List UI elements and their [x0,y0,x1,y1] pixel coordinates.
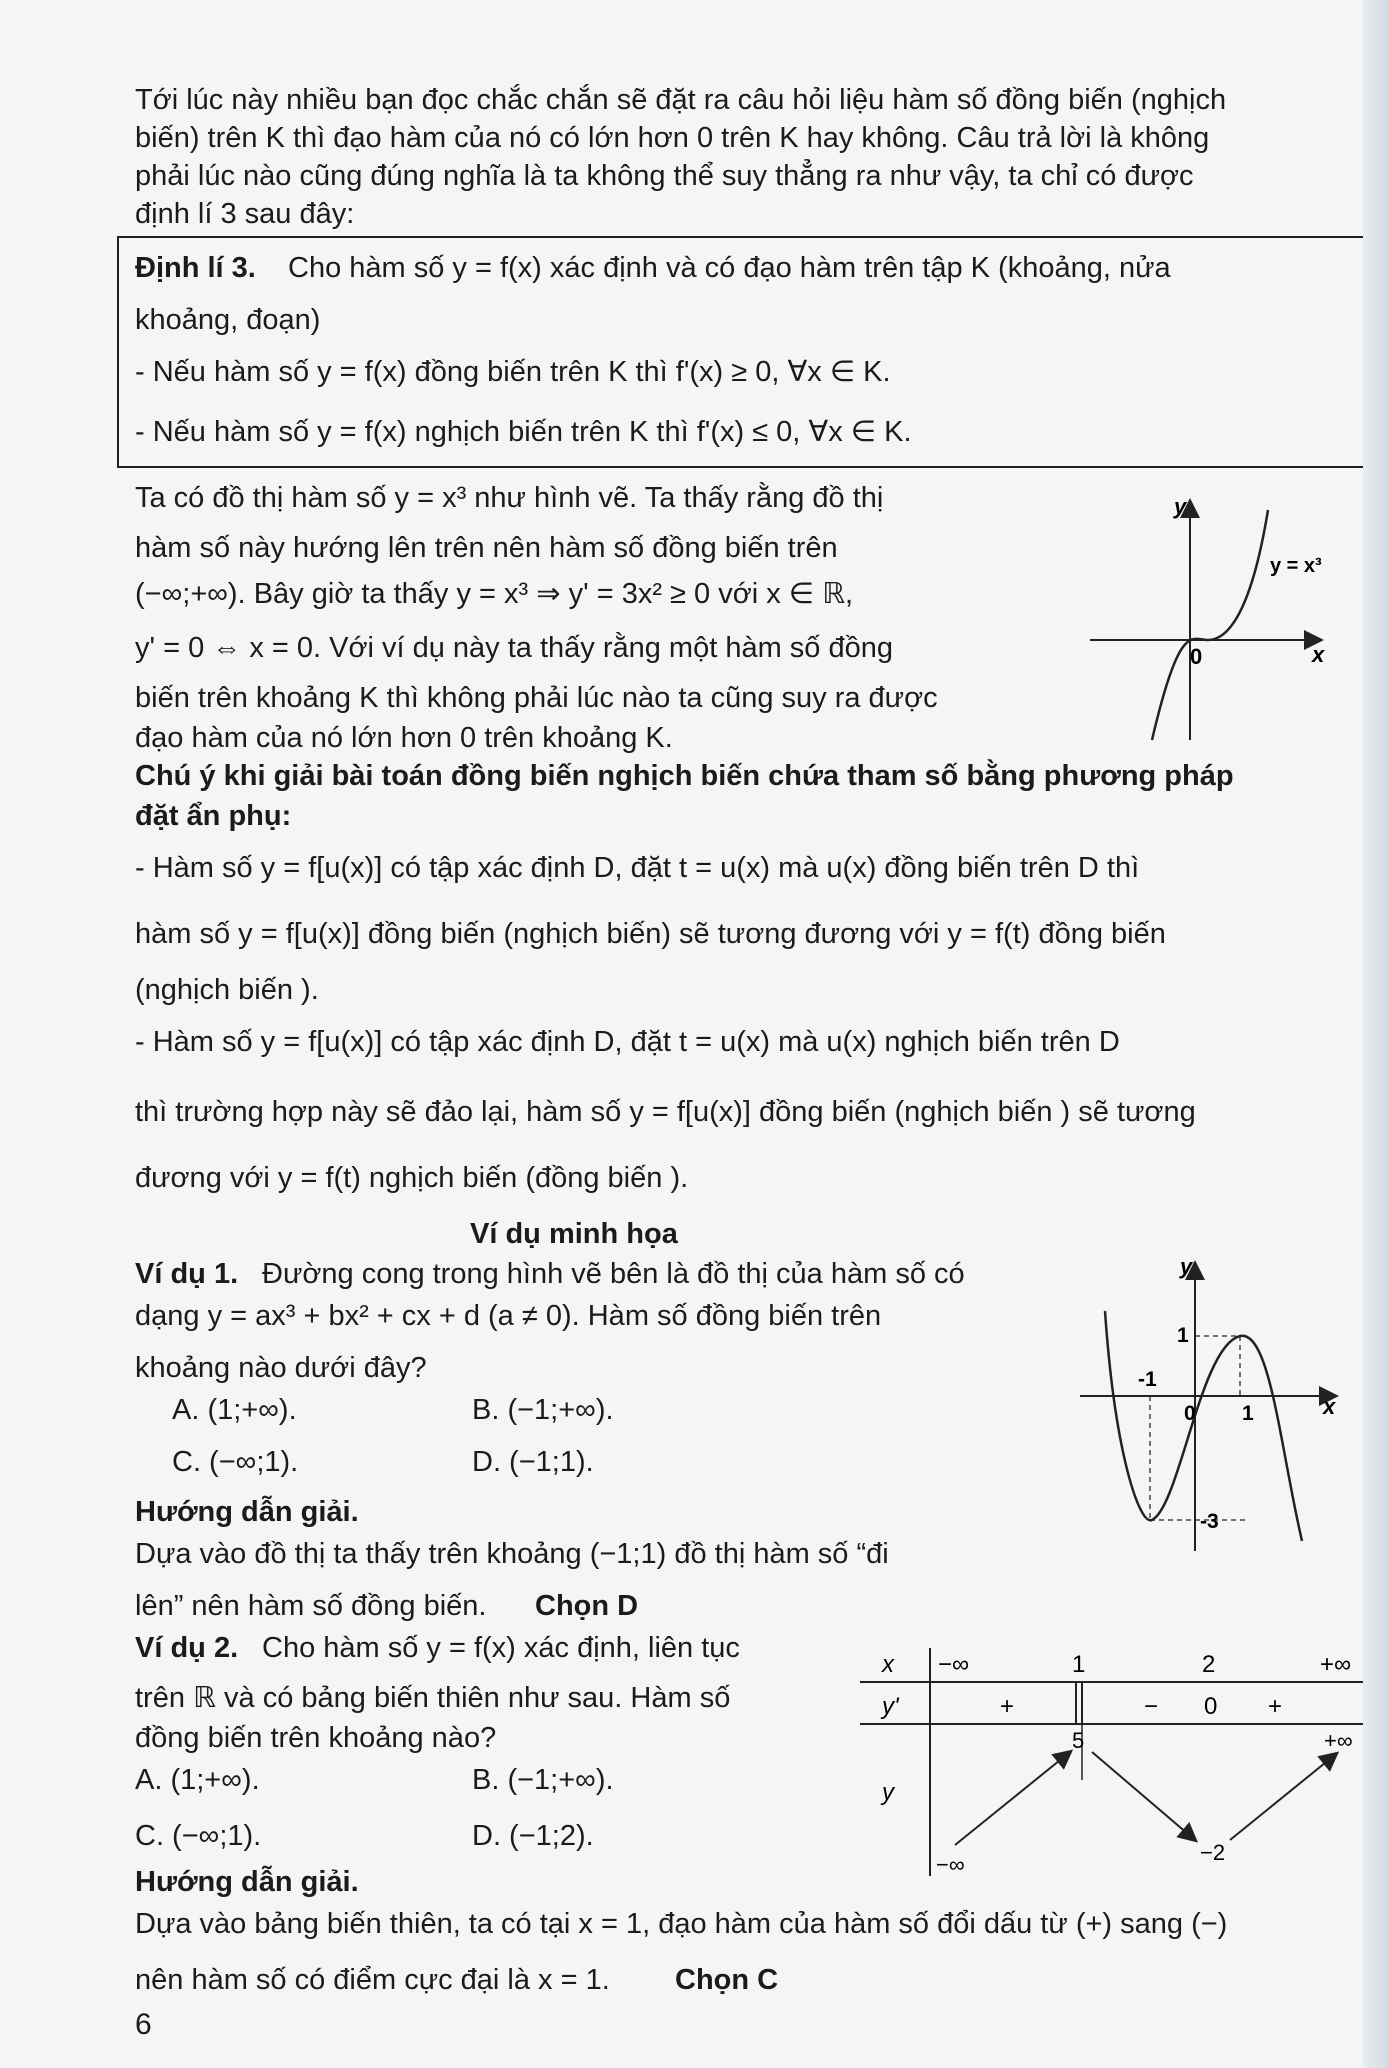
table-y-pos-inf: +∞ [1324,1728,1353,1753]
example2-guide-heading: Hướng dẫn giải. [135,1866,359,1898]
cubic-curve [1152,510,1268,740]
cubic-x-label: x [1312,642,1325,667]
cubic-line-1: Ta có đồ thị hàm số y = x³ như hình vẽ. Ta thấy rằng đồ thị [135,482,884,514]
note-p1-line-c: (nghịch biến ). [135,974,319,1006]
note-p2-line-b: thì trường hợp này sẽ đảo lại, hàm số y = f[u(x)] đồng biến (nghịch biến ) sẽ tương [135,1096,1196,1128]
example1-graph [1080,1256,1365,1556]
note-p1-line-b: hàm số y = f[u(x)] đồng biến (nghịch biến) sẽ tương đương với y = f(t) đồng biến [135,918,1166,950]
cubic-origin-label: 0 [1190,644,1203,669]
example2-solution-2: nên hàm số có điểm cực đại là x = 1. [135,1964,610,1996]
table-sign-plus-2: + [1268,1693,1283,1720]
table-y-neg-inf: −∞ [936,1852,965,1877]
ex1-x-label: x [1323,1394,1336,1419]
example1-option-d: D. (−1;1). [472,1446,594,1478]
example2-line-1: Cho hàm số y = f(x) xác định, liên tục [262,1632,740,1664]
cubic-y-label: y [1174,494,1187,519]
ex1-y1-label: 1 [1177,1324,1189,1347]
examples-heading: Ví dụ minh họa [470,1218,678,1250]
table-arrow-up-2 [1230,1754,1336,1840]
cubic-line-4: y' = 0 ⇔ x = 0. Với ví dụ này ta thấy rằng một hàm số đồng [135,632,894,664]
example1-guide-heading: Hướng dẫn giải. [135,1496,359,1528]
ex1-cubic-curve [1105,1311,1302,1541]
table-sign-plus-1: + [1000,1693,1015,1720]
example1-solution-2: lên” nên hàm số đồng biến. [135,1590,487,1622]
note-p2-line-a: - Hàm số y = f[u(x)] có tập xác định D, đặt t = u(x) mà u(x) nghịch biến trên D [135,1026,1120,1058]
cubic-curve-label: y = x³ [1270,555,1322,577]
table-row-yprime-label: y' [882,1693,899,1720]
table-x-pos-inf: +∞ [1320,1651,1352,1678]
table-x-two: 2 [1202,1651,1216,1678]
theorem-line-1: Cho hàm số y = f(x) xác định và có đạo hàm trên tập K (khoảng, nửa [288,252,1171,284]
table-x-neg-inf: −∞ [938,1651,970,1678]
example2-option-c: C. (−∞;1). [135,1820,262,1852]
ex1-x1-label: 1 [1242,1402,1254,1425]
cubic-line-3: (−∞;+∞). Bây giờ ta thấy y = x³ ⇒ y' = 3x² ≥ 0 với x ∈ ℝ, [135,578,854,610]
example2-title: Ví dụ 2. [135,1632,239,1664]
example1-line-2: dạng y = ax³ + bx² + cx + d (a ≠ 0). Hàm số đồng biến trên [135,1300,882,1332]
example2-line-3: đồng biến trên khoảng nào? [135,1722,497,1754]
example1-line-1: Đường cong trong hình vẽ bên là đồ thị của hàm số có [262,1258,965,1290]
example1-line-3: khoảng nào dưới đây? [135,1352,427,1384]
note-title-1: Chú ý khi giải bài toán đồng biến nghịch biến chứa tham số bằng phương pháp [135,760,1234,792]
table-y-five: 5 [1072,1728,1085,1753]
example1-title: Ví dụ 1. [135,1258,239,1290]
intro-line-1: Tới lúc này nhiều bạn đọc chắc chắn sẽ đặt ra câu hỏi liệu hàm số đồng biến (nghịch [135,84,1227,116]
example1-option-b: B. (−1;+∞). [472,1394,614,1426]
ex1-y-label: y [1180,1256,1193,1279]
example2-answer: Chọn C [675,1964,779,1996]
example1-solution-1: Dựa vào đồ thị ta thấy trên khoảng (−1;1) đồ thị hàm số “đi [135,1538,889,1570]
example1-option-c: C. (−∞;1). [172,1446,299,1478]
table-sign-minus: − [1144,1693,1159,1720]
theorem-line-3: - Nếu hàm số y = f(x) đồng biến trên K thì f'(x) ≥ 0, ∀x ∈ K. [135,356,891,388]
example2-line-2: trên ℝ và có bảng biến thiên như sau. Hàm số [135,1682,731,1714]
table-arrow-down [1092,1752,1195,1840]
ex1-origin-label: 0 [1184,1402,1196,1425]
variation-table [860,1640,1370,1880]
table-row-x-label: x [882,1651,894,1678]
cubic-line-2: hàm số này hướng lên trên nên hàm số đồng biến trên [135,532,838,564]
note-p1-line-a: - Hàm số y = f[u(x)] có tập xác định D, đặt t = u(x) mà u(x) đồng biến trên D thì [135,852,1140,884]
theorem-title: Định lí 3. [135,252,256,284]
page-number: 6 [135,2008,152,2041]
note-p2-line-c: đương với y = f(t) nghịch biến (đồng biến ). [135,1162,689,1194]
cubic-line-5: biến trên khoảng K thì không phải lúc nào ta cũng suy ra được [135,682,938,714]
table-arrow-up-1 [955,1752,1070,1845]
cubic-line-6: đạo hàm của nó lớn hơn 0 trên khoảng K. [135,722,673,754]
example1-answer: Chọn D [535,1590,639,1622]
example2-option-d: D. (−1;2). [472,1820,594,1852]
table-y-minus-two: −2 [1200,1840,1226,1865]
table-row-y-label: y [882,1779,894,1806]
ex1-xm1-label: -1 [1138,1368,1157,1391]
example2-option-b: B. (−1;+∞). [472,1764,614,1796]
page-edge-shadow [1363,0,1389,2068]
intro-line-2: biến) trên K thì đạo hàm của nó có lớn hơn 0 trên K hay không. Câu trả lời là không [135,122,1210,154]
intro-line-4: định lí 3 sau đây: [135,198,355,230]
ex1-ym3-label: -3 [1200,1510,1219,1533]
theorem-line-2: khoảng, đoạn) [135,304,321,336]
note-title-2: đặt ẩn phụ: [135,800,292,832]
intro-line-3: phải lúc nào cũng đúng nghĩa là ta không thể suy thẳng ra như vậy, ta chỉ có được [135,160,1194,192]
example1-option-a: A. (1;+∞). [172,1394,297,1426]
table-sign-zero: 0 [1204,1693,1218,1720]
theorem-line-4: - Nếu hàm số y = f(x) nghịch biến trên K thì f'(x) ≤ 0, ∀x ∈ K. [135,416,912,448]
cubic-graph [1080,490,1370,750]
example2-option-a: A. (1;+∞). [135,1764,260,1796]
example2-solution-1: Dựa vào bảng biến thiên, ta có tại x = 1, đạo hàm của hàm số đổi dấu từ (+) sang (−) [135,1908,1228,1940]
table-x-one: 1 [1072,1651,1086,1678]
